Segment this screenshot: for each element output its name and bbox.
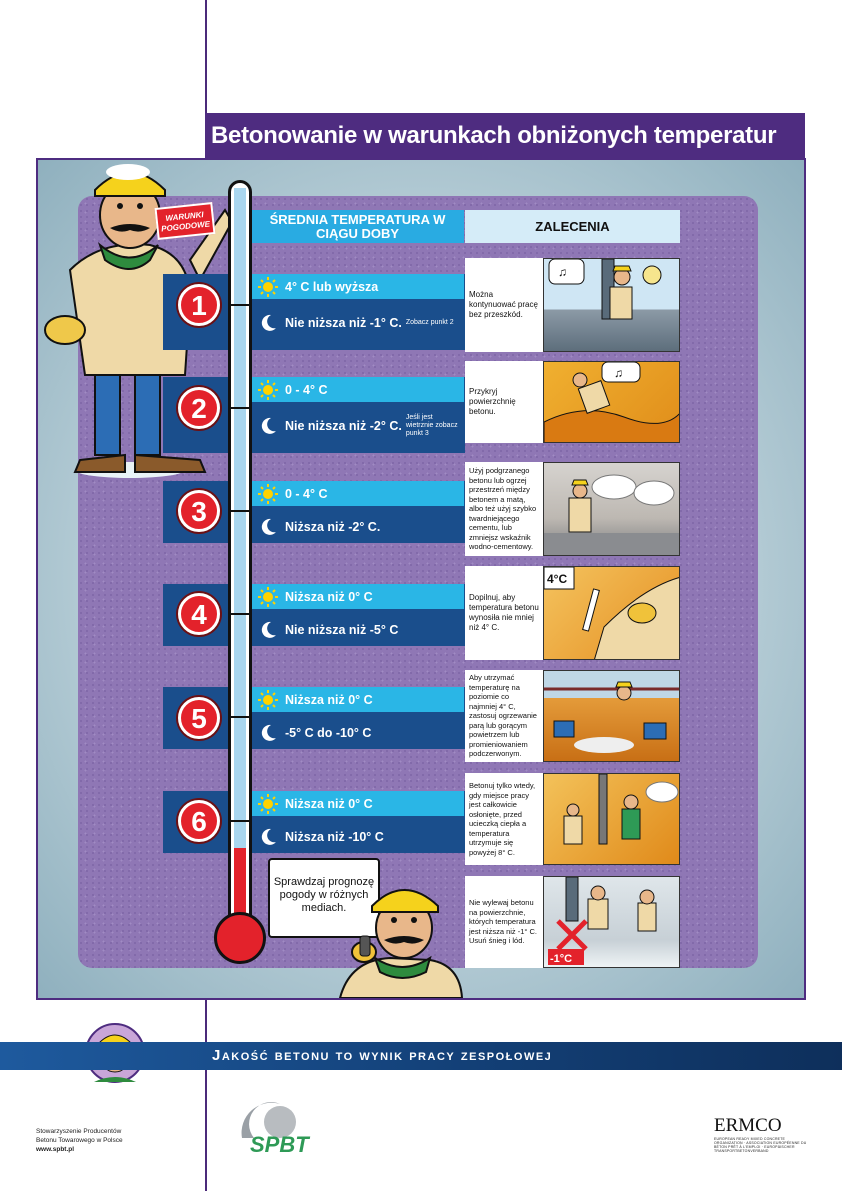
row-number-2: 2	[178, 387, 220, 429]
row-day-6	[251, 791, 464, 816]
illustration-temperature-check	[543, 566, 680, 660]
sun-icon	[257, 276, 279, 298]
night-note: Jeśli jest wietrznie zobacz punkt 3	[405, 413, 458, 437]
row-number-5: 5	[178, 697, 220, 739]
row-number-6: 6	[178, 800, 220, 842]
recommendation-3: Użyj podgrzanego betonu lub ogrzej przestrzeń między betonem a matą, albo też użyj szybko twardniejącego cementu, lub zmniejsz wskaźnik wodno-cementowy.	[465, 462, 543, 556]
night-temperature: Niższa niż -10° C	[285, 829, 384, 844]
illustration-heating	[543, 462, 680, 556]
organization-name-line1: Stowarzyszenie Producentów	[36, 1128, 122, 1135]
night-temperature: Niższa niż -2° C.	[285, 519, 381, 534]
thermometer-tick	[231, 510, 249, 512]
row-number-4: 4	[178, 593, 220, 635]
illustration-no-pouring	[543, 876, 680, 968]
minus-one-c-label: -1°C	[550, 953, 573, 965]
illustration-steam-heating	[543, 670, 680, 762]
illustration-pouring	[543, 258, 680, 352]
header-recommendations: ZALECENIA	[465, 210, 680, 243]
row-number-3: 3	[178, 490, 220, 532]
row-night-4	[251, 613, 464, 646]
row-night-3	[251, 510, 464, 543]
spbt-logo-text: SPBT	[250, 1132, 309, 1156]
illustration-enclosed-site	[543, 773, 680, 865]
row-day-3	[251, 481, 464, 506]
four-c-label: 4°C	[547, 572, 568, 586]
recommendation-6: Betonuj tylko wtedy, gdy miejsce pracy jest całkowicie osłonięte, przed ucieczką ciepła a temperatura utrzymuje się powyżej 8° C.	[465, 773, 543, 865]
page-title: Betonowanie w warunkach obniżonych temperatur	[205, 113, 805, 158]
moon-icon	[257, 312, 279, 334]
vertical-rule-bottom	[205, 1000, 207, 1191]
ermco-title: ERMCO	[714, 1115, 782, 1136]
thermometer-tick	[231, 613, 249, 615]
day-temperature: 4° C lub wyższa	[285, 279, 379, 294]
thermometer-tick	[231, 820, 249, 822]
night-temperature: Nie niższa niż -2° C.	[285, 418, 402, 433]
sun-icon	[257, 483, 279, 505]
row-day-1	[251, 274, 464, 299]
row-night-1	[251, 306, 464, 339]
moon-icon	[257, 415, 279, 437]
header-average-temperature: ŚREDNIA TEMPERATURA W CIĄGU DOBY	[251, 210, 464, 243]
row-number-1: 1	[178, 284, 220, 326]
recommendation-2: Przykryj powierzchnię betonu.	[465, 361, 543, 443]
night-temperature: -5° C do -10° C	[285, 725, 372, 740]
svg-text:♫: ♫	[558, 265, 567, 279]
day-temperature: Niższa niż 0° C	[285, 692, 373, 707]
thermometer-bulb	[214, 912, 266, 964]
worker-phone-illustration	[330, 880, 470, 998]
speech-bubble: Sprawdzaj prognozę pogody w różnych mediach.	[268, 858, 380, 938]
day-temperature: 0 - 4° C	[285, 382, 328, 397]
thermometer-tick	[231, 716, 249, 718]
moon-icon	[257, 516, 279, 538]
thermometer-scale	[234, 188, 246, 848]
organization-name-line2: Betonu Towarowego w Polsce	[36, 1137, 123, 1144]
row-day-5	[251, 687, 464, 712]
row-day-4	[251, 584, 464, 609]
recommendation-5: Aby utrzymać temperaturę na poziomie co najmniej 4° C, zastosuj ogrzewanie parą lub gorącym powietrzem lub promieniowaniem podczerwonym.	[465, 670, 543, 762]
organization-info	[36, 1127, 123, 1154]
thermometer-tick	[231, 407, 249, 409]
thermometer-tick	[231, 304, 249, 306]
sun-icon	[257, 689, 279, 711]
slogan-band	[0, 1042, 842, 1070]
recommendation-final: Nie wylewaj betonu na powierzchnie, których temperatura jest niższa niż -1° C. Usuń śnieg i lód.	[465, 876, 543, 968]
sun-icon	[257, 793, 279, 815]
night-note: Zobacz punkt 2	[405, 318, 454, 326]
slogan: Jakość betonu to wynik pracy zespołowej	[212, 1047, 553, 1064]
day-temperature: Niższa niż 0° C	[285, 796, 373, 811]
night-temperature: Nie niższa niż -5° C	[285, 622, 399, 637]
svg-text:♫: ♫	[614, 366, 623, 380]
day-temperature: Niższa niż 0° C	[285, 589, 373, 604]
sun-icon	[257, 379, 279, 401]
recommendation-4: Dopilnuj, aby temperatura betonu wynosiła nie mniej niż 4° C.	[465, 566, 543, 660]
moon-icon	[257, 722, 279, 744]
spbt-logo	[236, 1098, 316, 1156]
illustration-covering	[543, 361, 680, 443]
ermco-logo	[714, 1115, 814, 1153]
recommendation-1: Można kontynuować pracę bez przeszkód.	[465, 258, 543, 352]
row-day-2	[251, 377, 464, 402]
row-night-2	[251, 409, 464, 442]
sun-icon	[257, 586, 279, 608]
moon-icon	[257, 619, 279, 641]
row-night-5	[251, 716, 464, 749]
moon-icon	[257, 826, 279, 848]
organization-url[interactable]: www.spbt.pl	[36, 1146, 75, 1153]
row-night-6	[251, 820, 464, 853]
weather-conditions-badge: WARUNKI POGODOWE	[154, 202, 215, 240]
day-temperature: 0 - 4° C	[285, 486, 328, 501]
vertical-rule-top	[205, 0, 207, 113]
night-temperature: Nie niższa niż -1° C.	[285, 315, 402, 330]
ermco-subtitle: EUROPEAN READY MIXED CONCRETE ORGANIZATION · ASSOCIATION EUROPÉENNE DU BÉTON PRÊT À L'EMPLOI · EUROPÄISCHER TRANSPORTBETONVERBAND	[714, 1137, 807, 1153]
